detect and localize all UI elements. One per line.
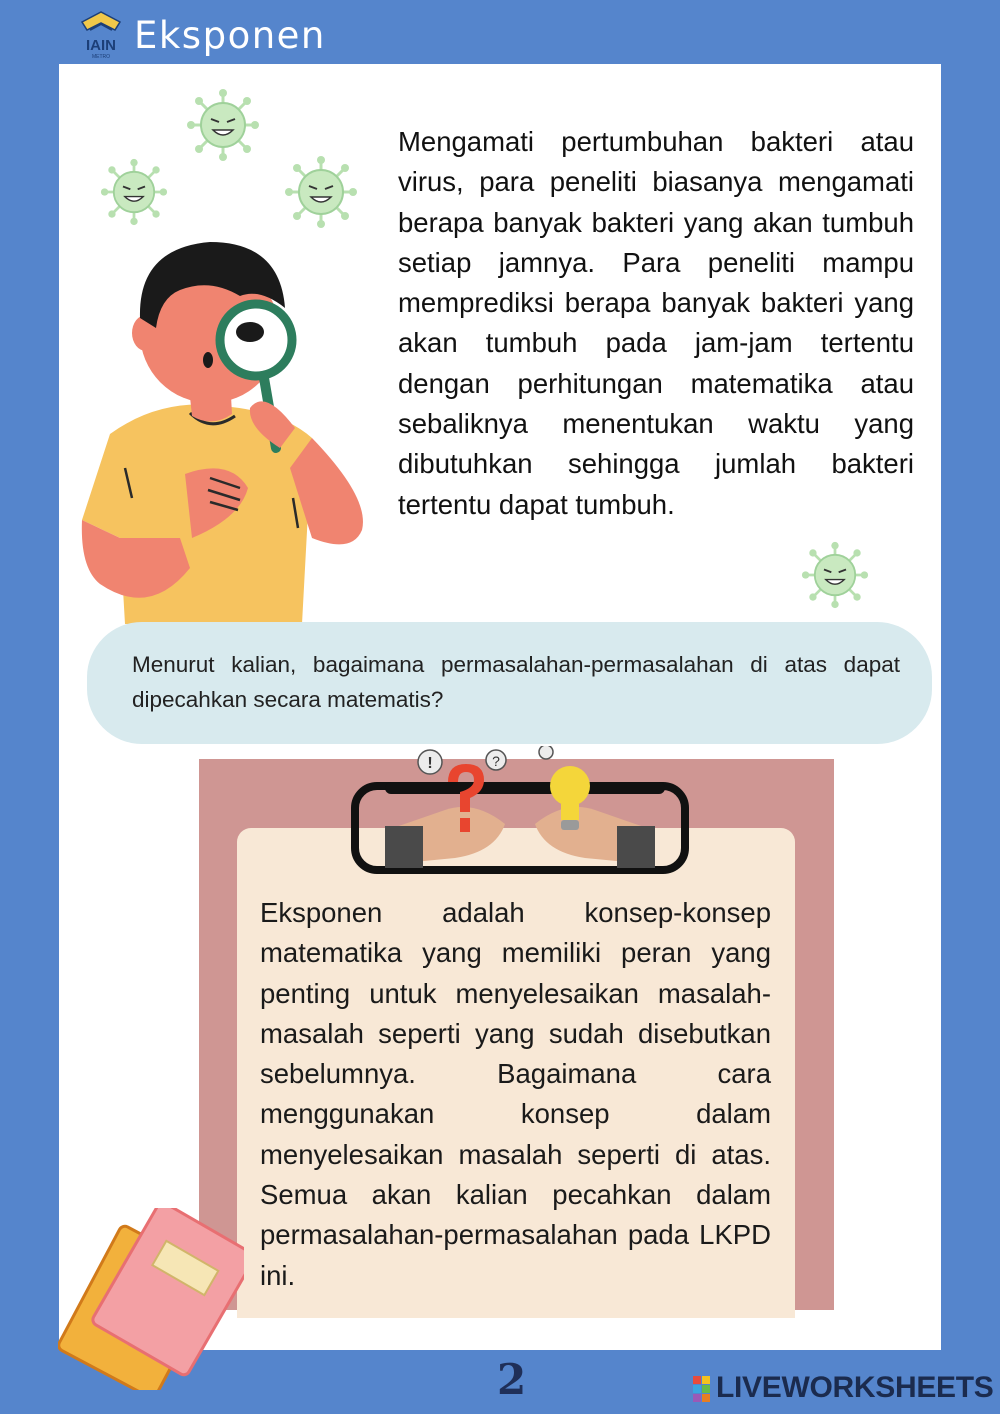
page-number: 2 [497, 1355, 527, 1404]
virus-icon [801, 541, 869, 609]
notebook-icon [58, 1208, 244, 1390]
virus-icon [284, 155, 358, 229]
iain-logo-icon [72, 8, 130, 60]
question-text: Menurut kalian, bagaimana permasalahan-permasalahan di atas dapat dipecahkan secara matematis? [132, 652, 900, 712]
svg-text:!: ! [427, 755, 433, 772]
concept-paragraph: Eksponen adalah konsep-konsep matematika yang memiliki peran yang penting untuk menyelesaikan masalah-masalah seperti yang sudah disebutkan sebelumnya. Bagaimana cara menggunakan konsep dalam menyelesaikan masalah seperti di atas. Semua akan kalian pecahkan dalam permasalahan-permasalahan pada LKPD ini. [260, 897, 771, 1291]
liveworksheets-brand[interactable]: LIVEWORKSHEETS [716, 1371, 994, 1404]
speech-bubbles-icon [416, 746, 566, 778]
liveworksheets-logo-icon [693, 1376, 711, 1402]
intro-paragraph: Mengamati pertumbuhan bakteri atau virus, para peneliti biasanya mengamati berapa banyak bakteri yang akan tumbuh setiap jamnya. Para peneliti mampu memprediksi berapa banyak bakteri yang akan tumbuh pada jam-jam tertentu dengan perhitungan matematika atau sebaliknya menentukan waktu yang dibutuhkan sehingga jumlah bakteri tertentu dapat tumbuh. [398, 126, 914, 520]
svg-text:?: ? [492, 753, 500, 769]
page-title: Eksponen [134, 14, 326, 57]
boy-with-magnifier-illustration [80, 238, 370, 624]
virus-icon [100, 158, 168, 226]
virus-icon [186, 88, 260, 162]
svg-text:IAIN: IAIN [86, 37, 116, 54]
svg-text:METRO: METRO [91, 54, 111, 60]
